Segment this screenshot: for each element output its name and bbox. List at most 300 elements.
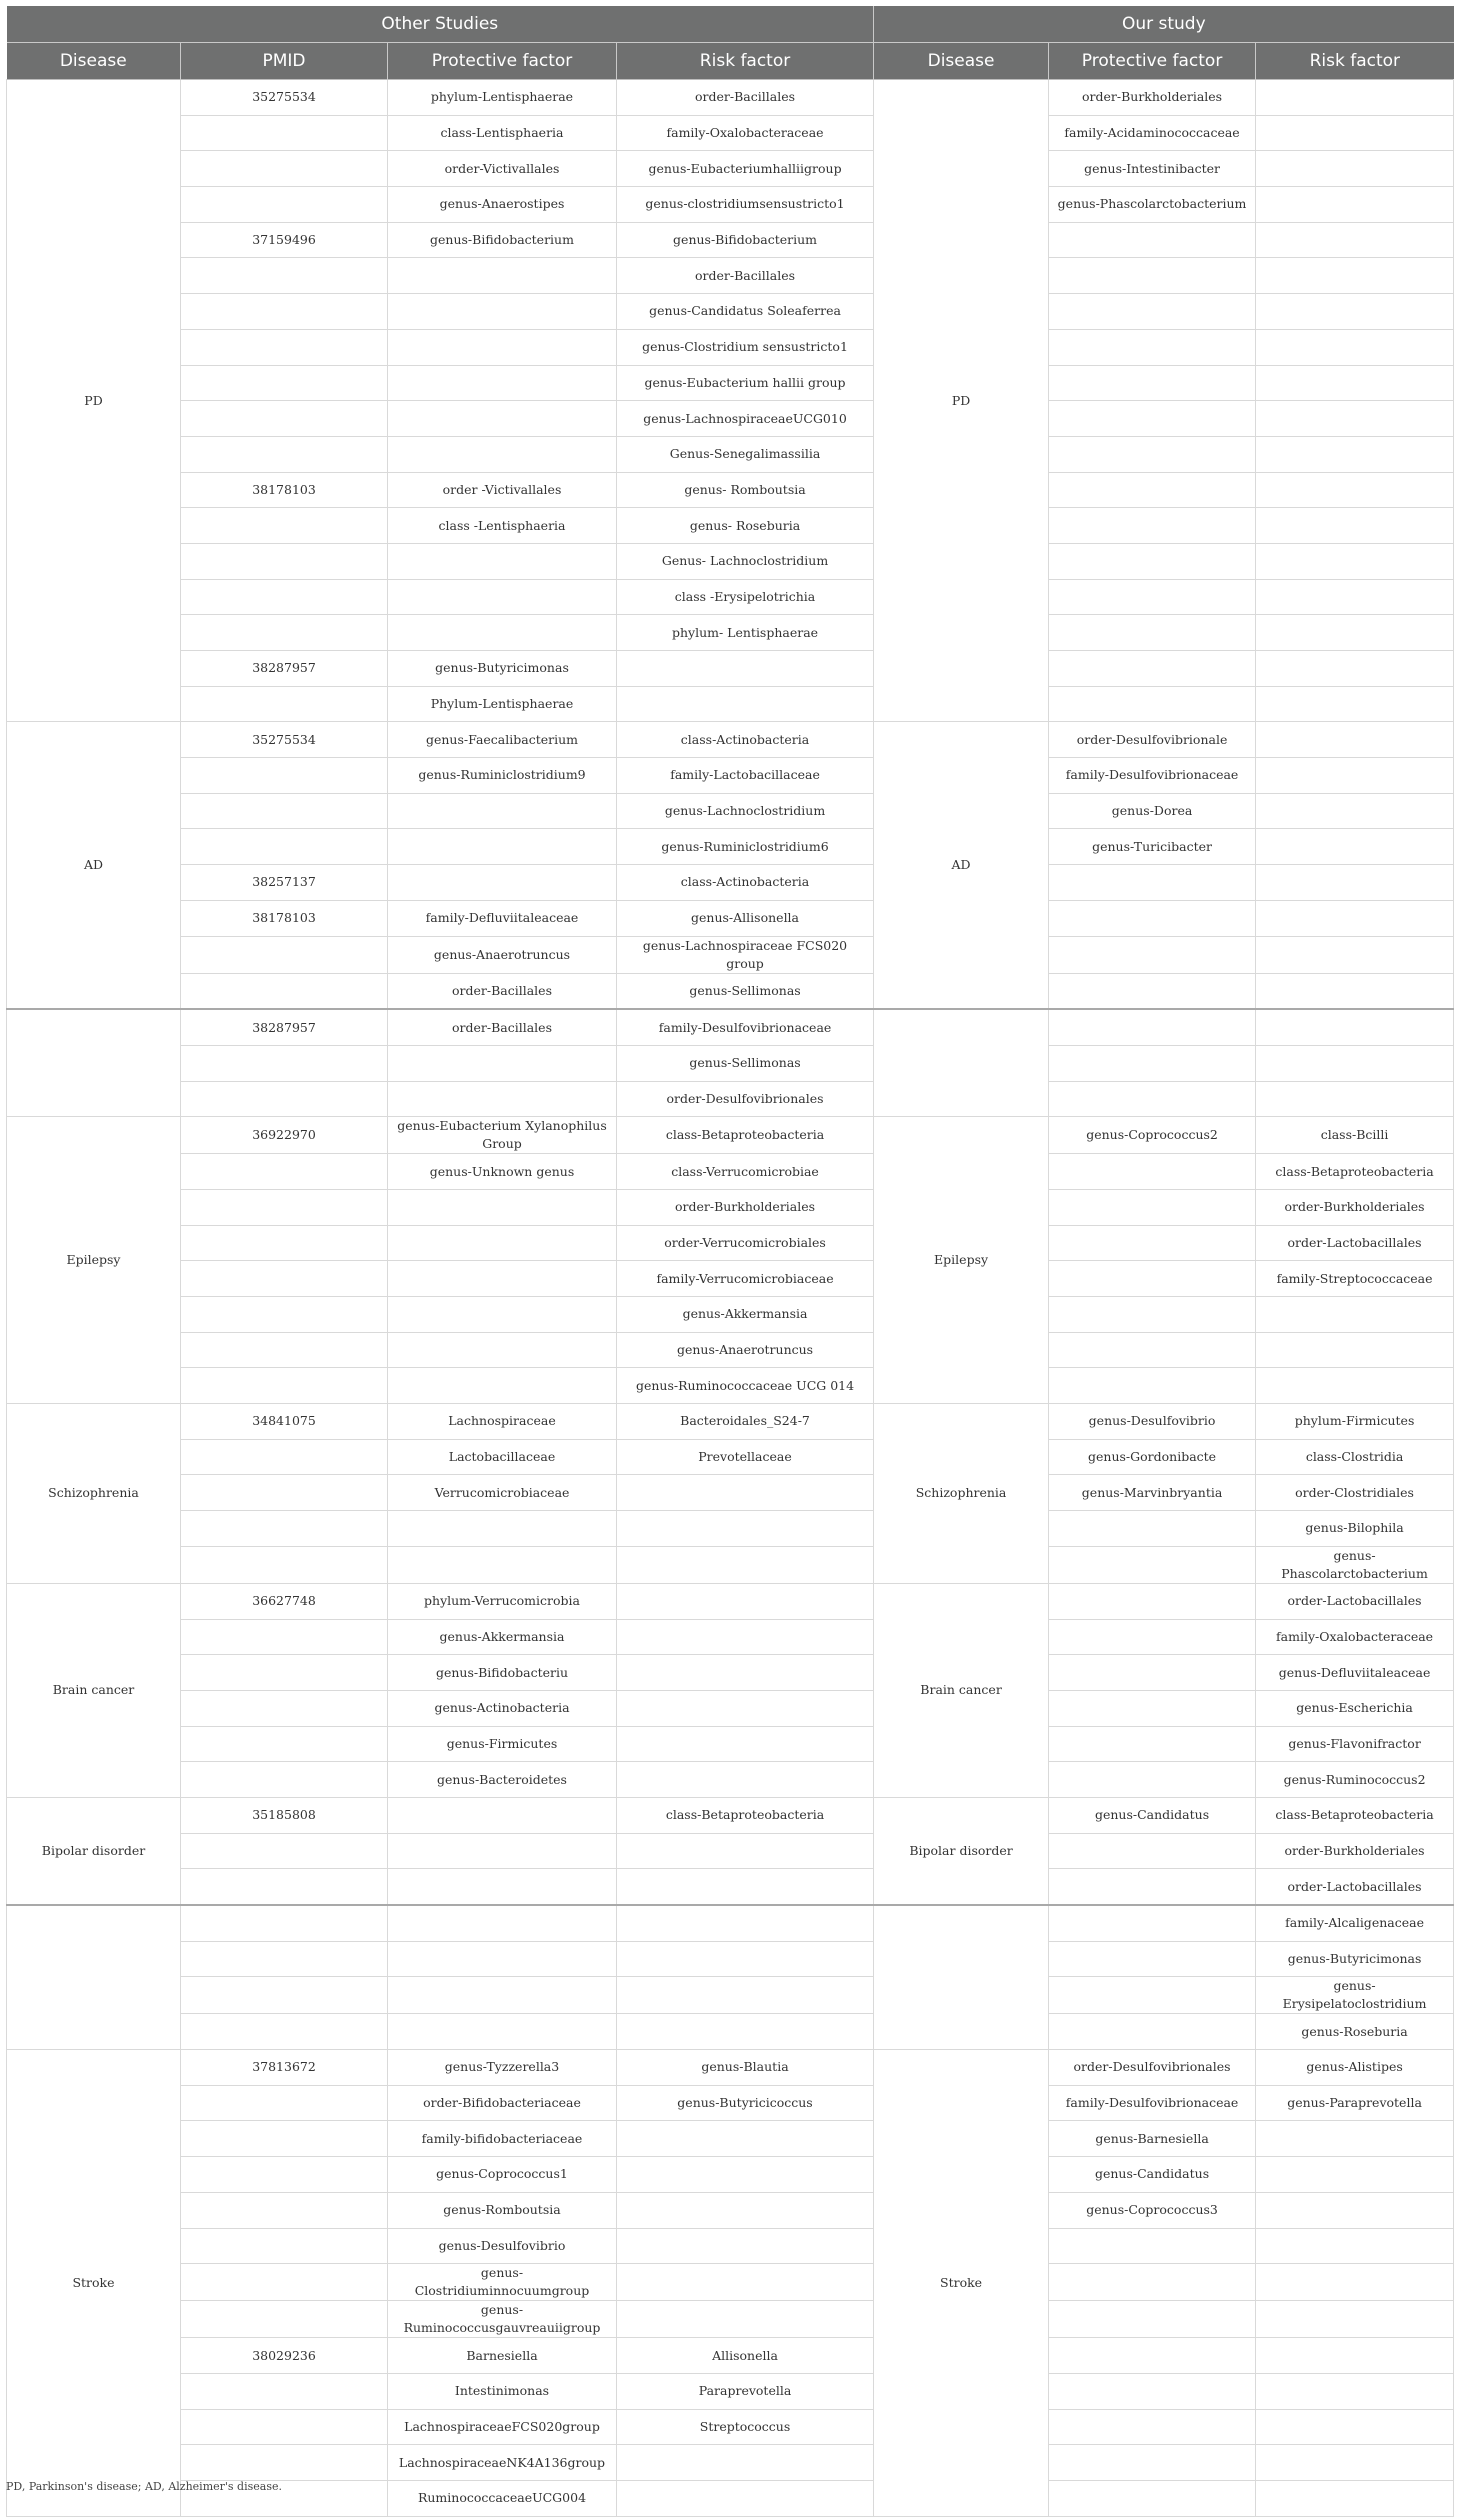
protective-factor-cell: genus-Actinobacteria	[388, 1690, 617, 1726]
our-risk-factor-cell	[1256, 2480, 1454, 2516]
pmid-cell	[181, 1332, 388, 1368]
table-row	[7, 1905, 1454, 1941]
our-protective-factor-cell	[1049, 401, 1256, 437]
our-risk-factor-cell: genus-Phascolarctobacterium	[1256, 1546, 1454, 1583]
our-risk-factor-cell	[1256, 829, 1454, 865]
pmid-cell	[181, 2301, 388, 2338]
our-risk-factor-cell: genus-Paraprevotella	[1256, 2085, 1454, 2121]
our-protective-factor-cell	[1049, 1261, 1256, 1297]
our-risk-factor-cell	[1256, 722, 1454, 758]
protective-factor-cell	[388, 365, 617, 401]
table-row	[7, 222, 1454, 258]
protective-factor-cell: Lachnospiraceae	[388, 1404, 617, 1440]
protective-factor-cell: genus-Bifidobacteriu	[388, 1655, 617, 1691]
our-protective-factor-cell	[1049, 651, 1256, 687]
protective-factor-cell	[388, 1941, 617, 1977]
our-risk-factor-cell: class-Betaproteobacteria	[1256, 1154, 1454, 1190]
our-protective-factor-cell	[1049, 222, 1256, 258]
our-protective-factor-cell	[1049, 1762, 1256, 1798]
our-risk-factor-cell	[1256, 793, 1454, 829]
pmid-cell	[181, 508, 388, 544]
pmid-cell	[181, 1189, 388, 1225]
protective-factor-cell: order-Bacillales	[388, 973, 617, 1009]
table-row	[7, 1189, 1454, 1225]
our-risk-factor-cell	[1256, 2157, 1454, 2193]
pmid-cell: 37159496	[181, 222, 388, 258]
risk-factor-cell: genus-LachnospiraceaeUCG010	[617, 401, 874, 437]
risk-factor-cell	[617, 2264, 874, 2301]
table-row	[7, 1546, 1454, 1583]
protective-factor-cell: genus-Anaerostipes	[388, 187, 617, 223]
our-protective-factor-cell: genus-Marvinbryantia	[1049, 1475, 1256, 1511]
pmid-cell: 35185808	[181, 1797, 388, 1833]
our-risk-factor-cell	[1256, 936, 1454, 973]
pmid-cell: 38287957	[181, 651, 388, 687]
our-risk-factor-cell	[1256, 651, 1454, 687]
our-risk-factor-cell: order-Lactobacillales	[1256, 1225, 1454, 1261]
protective-factor-cell: genus-Tyzzerella3	[388, 2050, 617, 2086]
protective-factor-cell	[388, 829, 617, 865]
our-risk-factor-cell	[1256, 365, 1454, 401]
protective-factor-cell: class -Lentisphaeria	[388, 508, 617, 544]
table-row	[7, 436, 1454, 472]
risk-factor-cell	[617, 2480, 874, 2516]
our-risk-factor-cell	[1256, 2445, 1454, 2481]
protective-factor-cell: phylum-Verrucomicrobia	[388, 1583, 617, 1619]
column-header-our-protective-factor: Protective factor	[1049, 43, 1256, 80]
risk-factor-cell: Genus-Senegalimassilia	[617, 436, 874, 472]
protective-factor-cell	[388, 258, 617, 294]
our-risk-factor-cell	[1256, 151, 1454, 187]
risk-factor-cell: Bacteroidales_S24-7	[617, 1404, 874, 1440]
table-row	[7, 2192, 1454, 2228]
our-risk-factor-cell	[1256, 508, 1454, 544]
our-protective-factor-cell: family-Acidaminococcaceae	[1049, 115, 1256, 151]
protective-factor-cell: Barnesiella	[388, 2338, 617, 2374]
our-protective-factor-cell	[1049, 2014, 1256, 2050]
protective-factor-cell: genus-Firmicutes	[388, 1726, 617, 1762]
risk-factor-cell: genus-Ruminiclostridium6	[617, 829, 874, 865]
our-protective-factor-cell: genus-Desulfovibrio	[1049, 1404, 1256, 1440]
our-protective-factor-cell	[1049, 1511, 1256, 1547]
column-header-risk-factor: Risk factor	[617, 43, 874, 80]
our-protective-factor-cell: genus-Turicibacter	[1049, 829, 1256, 865]
our-risk-factor-cell: genus-Flavonifractor	[1256, 1726, 1454, 1762]
disease-cell: Bipolar disorder	[7, 1797, 181, 1905]
table-row	[7, 80, 1454, 116]
our-disease-cell	[874, 1905, 1049, 2050]
table-row	[7, 1762, 1454, 1798]
table-row	[7, 2085, 1454, 2121]
risk-factor-cell: order-Bacillales	[617, 80, 874, 116]
our-protective-factor-cell	[1049, 294, 1256, 330]
pmid-cell	[181, 1869, 388, 1905]
protective-factor-cell: genus-Ruminococcusgauvreauiigroup	[388, 2301, 617, 2338]
our-risk-factor-cell	[1256, 865, 1454, 901]
risk-factor-cell	[617, 1619, 874, 1655]
our-risk-factor-cell: genus-Erysipelatoclostridium	[1256, 1977, 1454, 2014]
table-row	[7, 543, 1454, 579]
our-protective-factor-cell: family-Desulfovibrionaceae	[1049, 758, 1256, 794]
pmid-cell	[181, 2373, 388, 2409]
our-disease-cell: Brain cancer	[874, 1583, 1049, 1797]
our-risk-factor-cell	[1256, 1045, 1454, 1081]
table-row	[7, 936, 1454, 973]
our-risk-factor-cell	[1256, 1332, 1454, 1368]
our-protective-factor-cell	[1049, 1045, 1256, 1081]
our-protective-factor-cell	[1049, 1833, 1256, 1869]
protective-factor-cell: Phylum-Lentisphaerae	[388, 686, 617, 722]
our-protective-factor-cell	[1049, 1546, 1256, 1583]
pmid-cell: 36627748	[181, 1583, 388, 1619]
table-row	[7, 579, 1454, 615]
pmid-cell	[181, 1762, 388, 1798]
our-protective-factor-cell	[1049, 2264, 1256, 2301]
protective-factor-cell: genus-Ruminiclostridium9	[388, 758, 617, 794]
pmid-cell	[181, 579, 388, 615]
risk-factor-cell: Allisonella	[617, 2338, 874, 2374]
risk-factor-cell: genus-Sellimonas	[617, 1045, 874, 1081]
pmid-cell	[181, 615, 388, 651]
risk-factor-cell	[617, 651, 874, 687]
risk-factor-cell	[617, 1833, 874, 1869]
risk-factor-cell: class-Betaproteobacteria	[617, 1117, 874, 1154]
protective-factor-cell	[388, 294, 617, 330]
protective-factor-cell: family-Defluviitaleaceae	[388, 900, 617, 936]
pmid-cell	[181, 329, 388, 365]
table-row	[7, 1655, 1454, 1691]
risk-factor-cell: genus-Lachnoclostridium	[617, 793, 874, 829]
table-row	[7, 2373, 1454, 2409]
protective-factor-cell: family-bifidobacteriaceae	[388, 2121, 617, 2157]
protective-factor-cell: order-Victivallales	[388, 151, 617, 187]
table-row	[7, 1511, 1454, 1547]
risk-factor-cell	[617, 1762, 874, 1798]
protective-factor-cell: LachnospiraceaeNK4A136group	[388, 2445, 617, 2481]
table-row	[7, 722, 1454, 758]
risk-factor-cell	[617, 2445, 874, 2481]
protective-factor-cell	[388, 436, 617, 472]
protective-factor-cell: genus-Clostridiuminnocuumgroup	[388, 2264, 617, 2301]
table-row	[7, 900, 1454, 936]
risk-factor-cell: family-Oxalobacteraceae	[617, 115, 874, 151]
our-risk-factor-cell	[1256, 900, 1454, 936]
pmid-cell	[181, 2264, 388, 2301]
pmid-cell	[181, 2085, 388, 2121]
our-risk-factor-cell: genus-Ruminococcus2	[1256, 1762, 1454, 1798]
risk-factor-cell	[617, 2121, 874, 2157]
protective-factor-cell	[388, 579, 617, 615]
table-header	[7, 6, 1454, 80]
table-row	[7, 472, 1454, 508]
risk-factor-cell: genus-Blautia	[617, 2050, 874, 2086]
table-row	[7, 1869, 1454, 1905]
column-header-our-disease: Disease	[874, 43, 1049, 80]
risk-factor-cell: genus-Sellimonas	[617, 973, 874, 1009]
pmid-cell	[181, 258, 388, 294]
table-row	[7, 115, 1454, 151]
our-protective-factor-cell	[1049, 900, 1256, 936]
risk-factor-cell	[617, 2014, 874, 2050]
risk-factor-cell	[617, 1655, 874, 1691]
table-row	[7, 2264, 1454, 2301]
our-risk-factor-cell: genus-Alistipes	[1256, 2050, 1454, 2086]
table-row	[7, 615, 1454, 651]
table-row	[7, 2301, 1454, 2338]
pmid-cell: 36922970	[181, 1117, 388, 1154]
our-protective-factor-cell	[1049, 2480, 1256, 2516]
protective-factor-cell: class-Lentisphaeria	[388, 115, 617, 151]
table-row	[7, 829, 1454, 865]
our-risk-factor-cell	[1256, 401, 1454, 437]
pmid-cell	[181, 115, 388, 151]
protective-factor-cell	[388, 1045, 617, 1081]
our-protective-factor-cell	[1049, 865, 1256, 901]
pmid-cell	[181, 2409, 388, 2445]
our-protective-factor-cell: genus-Dorea	[1049, 793, 1256, 829]
pmid-cell: 38287957	[181, 1009, 388, 1045]
table-row	[7, 1726, 1454, 1762]
risk-factor-cell: order-Bacillales	[617, 258, 874, 294]
table-row	[7, 2014, 1454, 2050]
our-risk-factor-cell: genus-Defluviitaleaceae	[1256, 1655, 1454, 1691]
table-row	[7, 1833, 1454, 1869]
our-protective-factor-cell	[1049, 2373, 1256, 2409]
risk-factor-cell: order-Verrucomicrobiales	[617, 1225, 874, 1261]
pmid-cell	[181, 758, 388, 794]
table-row	[7, 1619, 1454, 1655]
our-risk-factor-cell	[1256, 2338, 1454, 2374]
pmid-cell	[181, 1690, 388, 1726]
table-row	[7, 1439, 1454, 1475]
protective-factor-cell: genus-Romboutsia	[388, 2192, 617, 2228]
risk-factor-cell: phylum- Lentisphaerae	[617, 615, 874, 651]
table-body	[7, 80, 1454, 2517]
table-row	[7, 686, 1454, 722]
pmid-cell	[181, 1941, 388, 1977]
our-protective-factor-cell	[1049, 1583, 1256, 1619]
our-risk-factor-cell	[1256, 115, 1454, 151]
our-protective-factor-cell: genus-Candidatus	[1049, 1797, 1256, 1833]
protective-factor-cell: Lactobacillaceae	[388, 1439, 617, 1475]
protective-factor-cell	[388, 793, 617, 829]
risk-factor-cell: Streptococcus	[617, 2409, 874, 2445]
table-row	[7, 2157, 1454, 2193]
disease-cell: AD	[7, 722, 181, 1009]
our-risk-factor-cell	[1256, 258, 1454, 294]
our-protective-factor-cell	[1049, 579, 1256, 615]
our-disease-cell: Schizophrenia	[874, 1404, 1049, 1584]
risk-factor-cell	[617, 1726, 874, 1762]
table-row	[7, 329, 1454, 365]
table-row	[7, 1583, 1454, 1619]
our-risk-factor-cell: genus-Butyricimonas	[1256, 1941, 1454, 1977]
pmid-cell	[181, 151, 388, 187]
our-risk-factor-cell	[1256, 80, 1454, 116]
table-row	[7, 758, 1454, 794]
table-row	[7, 1117, 1454, 1154]
risk-factor-cell	[617, 1546, 874, 1583]
our-protective-factor-cell	[1049, 1189, 1256, 1225]
protective-factor-cell	[388, 1905, 617, 1941]
our-risk-factor-cell	[1256, 686, 1454, 722]
pmid-cell	[181, 2192, 388, 2228]
protective-factor-cell: order-Bacillales	[388, 1009, 617, 1045]
our-protective-factor-cell	[1049, 2338, 1256, 2374]
protective-factor-cell: Intestinimonas	[388, 2373, 617, 2409]
protective-factor-cell: Verrucomicrobiaceae	[388, 1475, 617, 1511]
pmid-cell	[181, 401, 388, 437]
our-risk-factor-cell	[1256, 579, 1454, 615]
our-risk-factor-cell	[1256, 758, 1454, 794]
pmid-cell	[181, 1045, 388, 1081]
risk-factor-cell: genus- Romboutsia	[617, 472, 874, 508]
our-protective-factor-cell	[1049, 436, 1256, 472]
our-risk-factor-cell	[1256, 2228, 1454, 2264]
protective-factor-cell	[388, 615, 617, 651]
protective-factor-cell	[388, 2014, 617, 2050]
risk-factor-cell	[617, 1977, 874, 2014]
risk-factor-cell	[617, 1511, 874, 1547]
pmid-cell	[181, 2228, 388, 2264]
pmid-cell	[181, 829, 388, 865]
table-row	[7, 1045, 1454, 1081]
column-header-disease: Disease	[7, 43, 181, 80]
protective-factor-cell: genus-Desulfovibrio	[388, 2228, 617, 2264]
risk-factor-cell	[617, 1690, 874, 1726]
protective-factor-cell: order-Bifidobacteriaceae	[388, 2085, 617, 2121]
risk-factor-cell: class-Verrucomicrobiae	[617, 1154, 874, 1190]
our-protective-factor-cell	[1049, 2445, 1256, 2481]
pmid-cell	[181, 1225, 388, 1261]
pmid-cell	[181, 793, 388, 829]
risk-factor-cell: class-Actinobacteria	[617, 865, 874, 901]
risk-factor-cell	[617, 1583, 874, 1619]
pmid-cell: 38178103	[181, 900, 388, 936]
protective-factor-cell: genus-Akkermansia	[388, 1619, 617, 1655]
pmid-cell: 38257137	[181, 865, 388, 901]
protective-factor-cell: genus-Anaerotruncus	[388, 936, 617, 973]
our-protective-factor-cell	[1049, 1368, 1256, 1404]
our-protective-factor-cell	[1049, 1619, 1256, 1655]
risk-factor-cell	[617, 2228, 874, 2264]
protective-factor-cell: LachnospiraceaeFCS020group	[388, 2409, 617, 2445]
column-header-our-risk-factor: Risk factor	[1256, 43, 1454, 80]
our-protective-factor-cell	[1049, 472, 1256, 508]
group-header-our-study: Our study	[874, 6, 1454, 43]
protective-factor-cell	[388, 401, 617, 437]
our-risk-factor-cell: order-Lactobacillales	[1256, 1583, 1454, 1619]
our-risk-factor-cell	[1256, 187, 1454, 223]
our-risk-factor-cell: order-Clostridiales	[1256, 1475, 1454, 1511]
pmid-cell	[181, 936, 388, 973]
table-row	[7, 1009, 1454, 1045]
our-disease-cell: Epilepsy	[874, 1117, 1049, 1404]
table-row	[7, 2409, 1454, 2445]
our-risk-factor-cell: family-Oxalobacteraceae	[1256, 1619, 1454, 1655]
risk-factor-cell: genus- Roseburia	[617, 508, 874, 544]
table-row	[7, 151, 1454, 187]
pmid-cell	[181, 1297, 388, 1333]
risk-factor-cell: genus-Eubacteriumhalliigroup	[617, 151, 874, 187]
table-row	[7, 258, 1454, 294]
risk-factor-cell: genus-Butyricicoccus	[617, 2085, 874, 2121]
risk-factor-cell: Paraprevotella	[617, 2373, 874, 2409]
our-risk-factor-cell: order-Burkholderiales	[1256, 1189, 1454, 1225]
protective-factor-cell: phylum-Lentisphaerae	[388, 80, 617, 116]
risk-factor-cell	[617, 1905, 874, 1941]
our-protective-factor-cell	[1049, 1009, 1256, 1045]
our-protective-factor-cell	[1049, 1941, 1256, 1977]
table-footnote: PD, Parkinson's disease; AD, Alzheimer's disease.	[6, 2480, 282, 2493]
pmid-cell	[181, 543, 388, 579]
comparison-table	[6, 6, 1454, 2517]
protective-factor-cell	[388, 329, 617, 365]
pmid-cell	[181, 1546, 388, 1583]
risk-factor-cell: order-Burkholderiales	[617, 1189, 874, 1225]
our-protective-factor-cell	[1049, 2409, 1256, 2445]
table-row	[7, 1225, 1454, 1261]
pmid-cell	[181, 187, 388, 223]
our-protective-factor-cell	[1049, 508, 1256, 544]
pmid-cell	[181, 365, 388, 401]
our-risk-factor-cell	[1256, 222, 1454, 258]
protective-factor-cell	[388, 543, 617, 579]
table-row	[7, 1154, 1454, 1190]
pmid-cell	[181, 2445, 388, 2481]
our-protective-factor-cell: order-Desulfovibrionale	[1049, 722, 1256, 758]
our-risk-factor-cell: phylum-Firmicutes	[1256, 1404, 1454, 1440]
our-protective-factor-cell	[1049, 973, 1256, 1009]
table-row	[7, 1690, 1454, 1726]
our-risk-factor-cell: order-Burkholderiales	[1256, 1833, 1454, 1869]
our-risk-factor-cell	[1256, 294, 1454, 330]
risk-factor-cell: genus-Allisonella	[617, 900, 874, 936]
our-risk-factor-cell	[1256, 1297, 1454, 1333]
risk-factor-cell	[617, 2192, 874, 2228]
our-risk-factor-cell: genus-Escherichia	[1256, 1690, 1454, 1726]
table-row	[7, 1081, 1454, 1117]
table-row	[7, 973, 1454, 1009]
protective-factor-cell: genus-Bifidobacterium	[388, 222, 617, 258]
our-protective-factor-cell: order-Burkholderiales	[1049, 80, 1256, 116]
protective-factor-cell	[388, 1797, 617, 1833]
protective-factor-cell	[388, 1869, 617, 1905]
protective-factor-cell: order -Victivallales	[388, 472, 617, 508]
pmid-cell: 34841075	[181, 1404, 388, 1440]
our-protective-factor-cell	[1049, 1905, 1256, 1941]
pmid-cell: 35275534	[181, 80, 388, 116]
table-row	[7, 865, 1454, 901]
protective-factor-cell: genus-Faecalibacterium	[388, 722, 617, 758]
pmid-cell: 35275534	[181, 722, 388, 758]
disease-cell	[7, 1905, 181, 2050]
protective-factor-cell	[388, 1261, 617, 1297]
our-protective-factor-cell: order-Desulfovibrionales	[1049, 2050, 1256, 2086]
our-risk-factor-cell	[1256, 436, 1454, 472]
protective-factor-cell: genus-Eubacterium Xylanophilus Group	[388, 1117, 617, 1154]
our-protective-factor-cell	[1049, 1297, 1256, 1333]
table-row	[7, 294, 1454, 330]
disease-cell	[7, 1009, 181, 1117]
our-risk-factor-cell: family-Streptococcaceae	[1256, 1261, 1454, 1297]
table-row	[7, 2050, 1454, 2086]
pmid-cell	[181, 436, 388, 472]
our-protective-factor-cell	[1049, 1081, 1256, 1117]
our-risk-factor-cell: order-Lactobacillales	[1256, 1869, 1454, 1905]
pmid-cell	[181, 1655, 388, 1691]
pmid-cell	[181, 1261, 388, 1297]
